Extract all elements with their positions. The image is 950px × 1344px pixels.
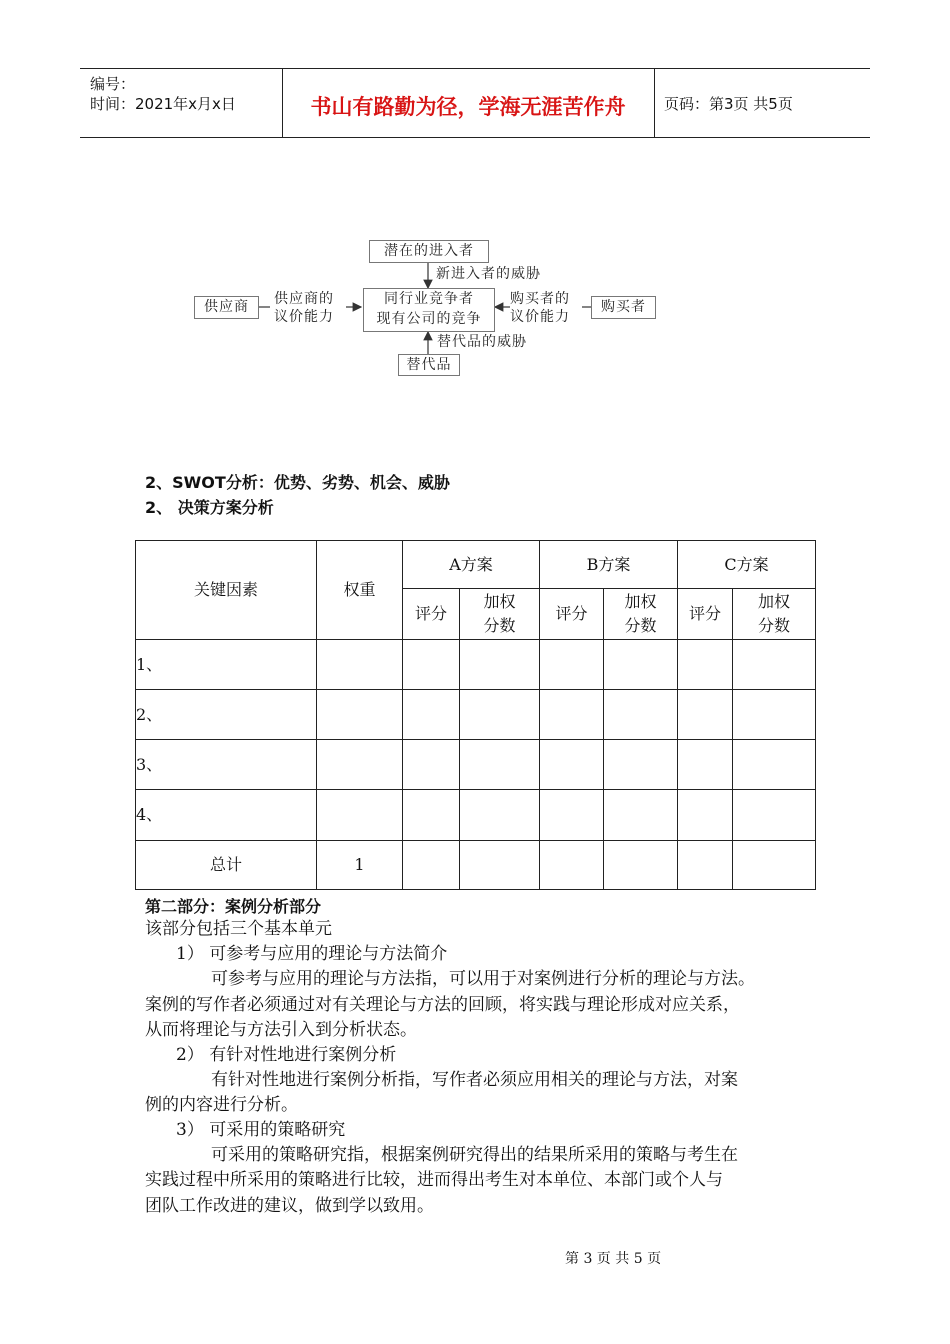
table-row bbox=[136, 740, 816, 790]
page-info: 页码：第3页 共5页 bbox=[664, 95, 793, 113]
total-label: 总计 bbox=[136, 841, 317, 890]
supplier-power-line2: 议价能力 bbox=[274, 309, 334, 325]
potential-entrants-box: 潜在的进入者 bbox=[369, 240, 489, 263]
suppliers-box: 供应商 bbox=[194, 296, 259, 319]
substitutes-box: 替代品 bbox=[398, 354, 460, 376]
item2-line1: 有针对性地进行案例分析指，写作者必须应用相关的理论与方法，对案 bbox=[211, 1070, 738, 1090]
table-total-row bbox=[136, 841, 816, 890]
col-score-c: 评分 bbox=[678, 589, 733, 640]
supplier-power-line1: 供应商的 bbox=[274, 291, 334, 307]
col-plan-a: A方案 bbox=[403, 541, 540, 589]
motto: 书山有路勤为径，学海无涯苦作舟 bbox=[310, 95, 626, 119]
item3-title: 3） 可采用的策略研究 bbox=[176, 1120, 346, 1140]
total-weight: 1 bbox=[317, 841, 403, 890]
table-row bbox=[136, 790, 816, 841]
col-plan-c: C方案 bbox=[678, 541, 816, 589]
item1-line2: 案例的写作者必须通过对有关理论与方法的回顾，将实践与理论形成对应关系， bbox=[145, 995, 740, 1015]
row-label: 4、 bbox=[136, 790, 317, 841]
table-row bbox=[136, 640, 816, 690]
five-forces-diagram bbox=[0, 0, 950, 400]
row-label: 1、 bbox=[136, 640, 317, 690]
swot-heading: 2、SWOT分析：优势、劣势、机会、威胁 bbox=[145, 473, 450, 492]
col-score-b: 评分 bbox=[540, 589, 604, 640]
col-weighted-a: 加权 分数 bbox=[460, 589, 540, 640]
item1-title: 1） 可参考与应用的理论与方法简介 bbox=[176, 944, 448, 964]
buyers-box: 购买者 bbox=[591, 296, 656, 319]
col-plan-b: B方案 bbox=[540, 541, 678, 589]
row-label: 2、 bbox=[136, 690, 317, 740]
decision-heading: 2、 决策方案分析 bbox=[145, 498, 274, 517]
item2-line2: 例的内容进行分析。 bbox=[145, 1095, 298, 1115]
industry-competitors-box bbox=[363, 288, 495, 332]
part2-title: 第二部分：案例分析部分 bbox=[145, 897, 322, 916]
page-footer: 第 3 页 共 5 页 bbox=[565, 1251, 662, 1267]
item2-title: 2） 有针对性地进行案例分析 bbox=[176, 1045, 397, 1065]
col-score-a: 评分 bbox=[403, 589, 460, 640]
number-label: 编号： bbox=[90, 75, 136, 93]
col-weighted-b: 加权 分数 bbox=[604, 589, 678, 640]
substitutes-threat-label: 替代品的威胁 bbox=[437, 334, 527, 350]
part2-intro: 该部分包括三个基本单元 bbox=[145, 919, 332, 939]
row-label: 3、 bbox=[136, 740, 317, 790]
item3-line2: 实践过程中所采用的策略进行比较，进而得出考生对本单位、本部门或个人与 bbox=[145, 1170, 723, 1190]
decision-table bbox=[135, 540, 816, 890]
item1-line3: 从而将理论与方法引入到分析状态。 bbox=[145, 1020, 417, 1040]
new-entrants-threat-label: 新进入者的威胁 bbox=[436, 266, 541, 282]
item1-line1: 可参考与应用的理论与方法指，可以用于对案例进行分析的理论与方法。 bbox=[211, 969, 755, 989]
item3-line1: 可采用的策略研究指，根据案例研究得出的结果所采用的策略与考生在 bbox=[211, 1145, 738, 1165]
item3-line3: 团队工作改进的建议，做到学以致用。 bbox=[145, 1196, 434, 1216]
buyer-power-line2: 议价能力 bbox=[510, 309, 570, 325]
industry-competitors-line1: 同行业竞争者 bbox=[384, 291, 474, 307]
col-weight: 权重 bbox=[317, 541, 403, 640]
industry-competitors-line2: 现有公司的竞争 bbox=[376, 311, 482, 327]
table-row bbox=[136, 690, 816, 740]
col-key-factor: 关键因素 bbox=[136, 541, 317, 640]
time-label: 时间：2021年x月x日 bbox=[90, 95, 236, 113]
col-weighted-c: 加权 分数 bbox=[733, 589, 816, 640]
buyer-power-line1: 购买者的 bbox=[510, 291, 570, 307]
